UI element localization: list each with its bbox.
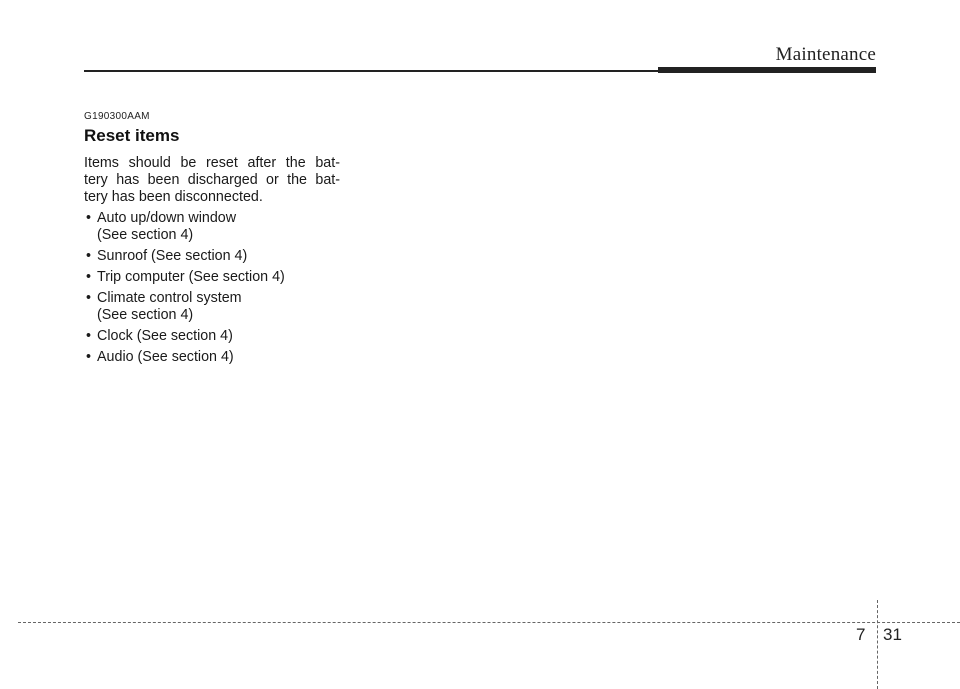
intro-line: tery has been discharged or the bat-	[84, 172, 340, 188]
section-heading: Reset items	[84, 126, 180, 145]
list-item	[84, 328, 340, 345]
bullet-icon: •	[86, 328, 92, 344]
intro-paragraph	[84, 155, 340, 206]
list-item	[84, 269, 340, 286]
bullet-icon: •	[86, 349, 92, 365]
content-column	[84, 111, 340, 370]
footer-rule	[18, 622, 960, 623]
list-item	[84, 248, 340, 265]
list-item	[84, 290, 340, 324]
item-subtext: (See section 4)	[97, 227, 194, 243]
item-text: Audio (See section 4)	[97, 349, 234, 365]
item-text: Auto up/down window	[97, 210, 237, 226]
section-code: G190300AAM	[84, 111, 150, 122]
footer-divider	[877, 600, 878, 689]
item-text: Clock (See section 4)	[97, 328, 233, 344]
bullet-icon: •	[86, 269, 92, 285]
bullet-icon: •	[86, 248, 92, 264]
item-text: Climate control system	[97, 290, 242, 306]
chapter-number: 7	[856, 625, 866, 644]
header-title: Maintenance	[775, 44, 876, 65]
item-text: Sunroof (See section 4)	[97, 248, 248, 264]
bullet-icon: •	[86, 210, 92, 226]
item-subtext: (See section 4)	[97, 307, 194, 323]
reset-items-list	[84, 210, 340, 366]
page-number: 31	[883, 625, 902, 644]
header-rule-thick	[658, 67, 876, 73]
intro-line: Items should be reset after the bat-	[84, 155, 340, 171]
header-rule-thin	[84, 70, 660, 72]
bullet-icon: •	[86, 290, 92, 306]
intro-line: tery has been disconnected.	[84, 189, 263, 205]
item-text: Trip computer (See section 4)	[97, 269, 285, 285]
list-item	[84, 349, 340, 366]
list-item	[84, 210, 340, 244]
